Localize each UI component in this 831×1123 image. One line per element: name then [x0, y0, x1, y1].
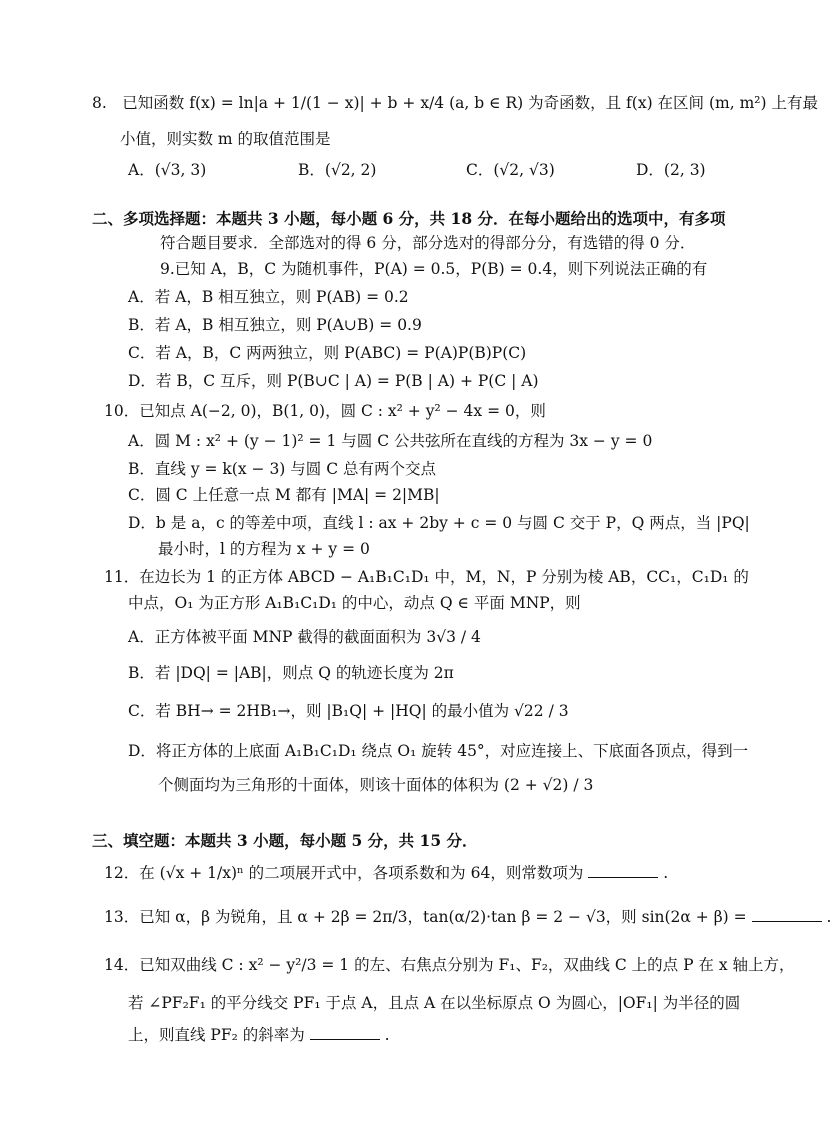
section2-title-cont: 符合题目要求．全部选对的得 6 分，部分选对的得部分分，有选错的得 0 分． — [160, 234, 696, 252]
q8-line2: 小值，则实数 m 的取值范围是 — [120, 130, 331, 148]
q10-option-d-cont: 最小时，l 的方程为 x + y = 0 — [158, 540, 370, 558]
q8-option-a: A．(√3, 3) — [128, 161, 207, 179]
q14-end: . — [384, 1026, 390, 1044]
q10-stem: 10．已知点 A(−2, 0)，B(1, 0)，圆 C : x² + y² − 4x = 0，则 — [104, 402, 546, 420]
q8-line1: 8. 已知函数 f(x) = ln|a + 1/(1 − x)| + b + x/4 (a, b ∈ R) 为奇函数，且 f(x) 在区间 (m, m²) 上有最 — [92, 94, 818, 112]
q10-option-a: A．圆 M : x² + (y − 1)² = 1 与圆 C 公共弦所在直线的方程为 3x − y = 0 — [128, 432, 653, 450]
q12-end: . — [663, 864, 669, 882]
q14-answer-blank[interactable] — [310, 1025, 380, 1040]
q13-end: . — [826, 908, 831, 926]
q11-option-b: B．若 |DQ| = |AB|，则点 Q 的轨迹长度为 2π — [128, 664, 454, 682]
q14-line3 — [128, 1024, 390, 1046]
q9-option-a: A．若 A，B 相互独立，则 P(AB) = 0.2 — [128, 288, 409, 306]
q14-line2: 若 ∠PF₂F₁ 的平分线交 PF₁ 于点 A，且点 A 在以坐标原点 O 为圆心，|OF₁| 为半径的圆 — [128, 994, 741, 1012]
q12-answer-blank[interactable] — [588, 863, 658, 878]
q11-option-d-line2: 个侧面均为三角形的十面体，则该十面体的体积为 (2 + √2) / 3 — [158, 776, 594, 794]
q10-option-b: B．直线 y = k(x − 3) 与圆 C 总有两个交点 — [128, 460, 436, 478]
q11-stem-line1: 11．在边长为 1 的正方体 ABCD − A₁B₁C₁D₁ 中，M，N，P 分别为棱 AB，CC₁，C₁D₁ 的 — [104, 568, 749, 586]
q8-option-c: C．(√2, √3) — [466, 161, 555, 179]
q10-option-d: D．b 是 a，c 的等差中项，直线 l : ax + 2by + c = 0 与圆 C 交于 P，Q 两点，当 |PQ| — [128, 514, 750, 532]
q11-stem-line2: 中点，O₁ 为正方形 A₁B₁C₁D₁ 的中心，动点 Q ∈ 平面 MNP，则 — [128, 594, 581, 612]
q11-option-c: C．若 BH→ = 2HB₁→，则 |B₁Q| + |HQ| 的最小值为 √22 / 3 — [128, 702, 569, 720]
section2-title: 二、多项选择题：本题共 3 小题，每小题 6 分，共 18 分．在每小题给出的选项中，有多项 — [92, 209, 726, 228]
q11-option-d-line1: D．将正方体的上底面 A₁B₁C₁D₁ 绕点 O₁ 旋转 45°，对应连接上、下底面各顶点，得到一 — [128, 742, 749, 760]
q11-option-a: A．正方体被平面 MNP 截得的截面面积为 3√3 / 4 — [128, 628, 481, 646]
q9-option-d: D．若 B，C 互斥，则 P(B∪C | A) = P(B | A) + P(C | A) — [128, 372, 539, 390]
q8-option-b: B．(√2, 2) — [298, 161, 377, 179]
q9-stem: 9.已知 A，B，C 为随机事件，P(A) = 0.5，P(B) = 0.4，则下列说法正确的有 — [160, 260, 708, 278]
q9-option-b: B．若 A，B 相互独立，则 P(A∪B) = 0.9 — [128, 316, 422, 334]
q9-option-c: C．若 A，B，C 两两独立，则 P(ABC) = P(A)P(B)P(C) — [128, 344, 527, 362]
q10-option-c: C．圆 C 上任意一点 M 都有 |MA| = 2|MB| — [128, 486, 440, 504]
q13-answer-blank[interactable] — [752, 907, 822, 922]
q14-line1: 14．已知双曲线 C : x² − y²/3 = 1 的左、右焦点分别为 F₁、F₂，双曲线 C 上的点 P 在 x 轴上方， — [104, 956, 795, 974]
q13-line — [104, 906, 831, 928]
q12-line — [104, 862, 668, 884]
q14-text: 上，则直线 PF₂ 的斜率为 — [128, 1026, 305, 1044]
q13-text: 13．已知 α，β 为锐角，且 α + 2β = 2π/3，tan(α/2)·tan β = 2 − √3，则 sin(2α + β) = — [104, 908, 747, 926]
section3-title: 三、填空题：本题共 3 小题，每小题 5 分，共 15 分． — [92, 831, 478, 850]
q8-option-d: D．(2, 3) — [636, 161, 706, 179]
q12-text: 12．在 (√x + 1/x)ⁿ 的二项展开式中，各项系数和为 64，则常数项为 — [104, 864, 584, 882]
